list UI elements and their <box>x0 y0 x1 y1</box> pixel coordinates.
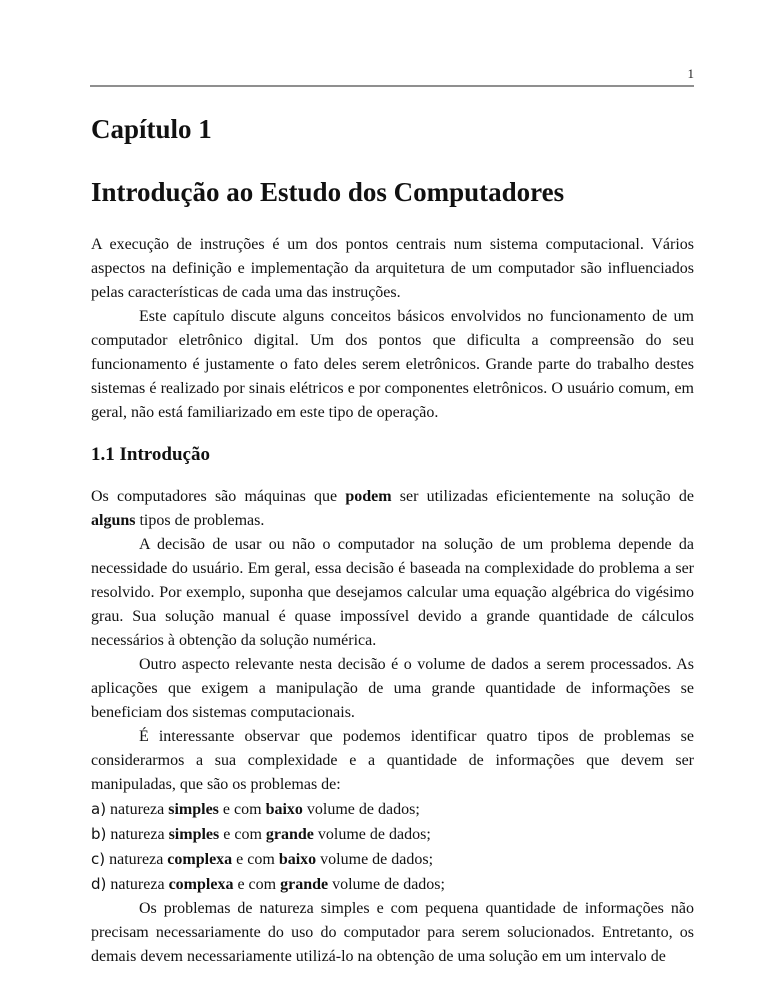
bold-term: baixo <box>265 801 303 818</box>
section-paragraph <box>91 485 694 533</box>
text-run: ser utilizadas eficientemente na solução de <box>391 488 694 505</box>
text-run: volume de dados; <box>328 876 445 893</box>
bold-term: complexa <box>168 876 234 893</box>
chapter-title: Introdução ao Estudo dos Computadores <box>91 177 565 207</box>
bold-term: grande <box>280 876 329 893</box>
text-run: natureza <box>106 826 169 843</box>
bold-term: complexa <box>167 851 233 868</box>
bold-term: podem <box>345 488 392 505</box>
page-number: 1 <box>687 66 694 81</box>
text-run: volume de dados; <box>316 851 434 868</box>
section-paragraph: Outro aspecto relevante nesta decisão é o volume de dados a serem processados. As aplicações que exigem a manipulação de uma grande quantidade de informações se beneficiam dos sistemas computacionais. <box>91 656 694 721</box>
list-item <box>91 872 694 897</box>
list-item <box>91 822 694 847</box>
intro-paragraph: Este capítulo discute alguns conceitos básicos envolvidos no funcionamento de um computador eletrônico digital. Um dos pontos que dificulta a compreensão do seu funcionamento é justamente o fato deles serem eletrônicos. Grande parte do trabalho destes sistemas é realizado por sinais elétricos e por componentes eletrônicos. O usuário comum, em geral, não está familiarizado em este tipo de operação. <box>91 308 694 421</box>
list-marker: b) <box>91 825 107 843</box>
chapter-label: Capítulo 1 <box>91 114 212 144</box>
text-run: Os computadores são máquinas que <box>91 488 346 505</box>
bold-term: simples <box>168 801 219 818</box>
section-text <box>91 485 694 969</box>
text-run: volume de dados; <box>313 826 431 843</box>
text-run: e com <box>232 851 279 868</box>
problem-list <box>91 797 694 897</box>
bold-term: baixo <box>278 851 317 868</box>
list-marker: d) <box>91 875 107 893</box>
text-run: natureza <box>106 801 169 818</box>
text-run: natureza <box>105 851 168 868</box>
text-run: e com <box>218 801 266 818</box>
text-run: natureza <box>106 876 169 893</box>
intro-paragraph: A execução de instruções é um dos pontos centrais num sistema computacional. Vários aspectos na definição e implementação da arquitetura de um computador são influenciados pelas características de cada uma das instruções. <box>91 236 694 301</box>
bold-term: simples <box>168 826 220 843</box>
text-run: e com <box>233 876 281 893</box>
section-paragraph: É interessante observar que podemos identificar quatro tipos de problemas se considerarmos a sua complexidade e a quantidade de informações que devem ser manipuladas, que são os problemas de: <box>91 728 694 793</box>
text-run: volume de dados; <box>302 801 420 818</box>
intro-text <box>91 233 694 425</box>
text-run: e com <box>219 826 266 843</box>
bold-term: grande <box>265 826 314 843</box>
section-paragraph: A decisão de usar ou não o computador na solução de um problema depende da necessidade do usuário. Em geral, essa decisão é baseada na complexidade do problema a ser resolvido. Por exemplo, suponha que desejamos calcular uma equação algébrica do vigésimo grau. Sua solução manual é quase impossível devido a grande quantidade de cálculos necessários à obtenção da solução numérica. <box>91 536 694 649</box>
list-marker: a) <box>91 800 107 818</box>
header-rule <box>90 85 694 87</box>
section-heading: 1.1 Introdução <box>91 444 210 465</box>
list-item <box>91 847 694 872</box>
bold-term: alguns <box>91 512 136 529</box>
list-marker: c) <box>91 850 106 868</box>
list-item <box>91 797 694 822</box>
section-paragraph: Os problemas de natureza simples e com pequena quantidade de informações não precisam necessariamente do uso do computador para serem solucionados. Entretanto, os demais devem necessariamente utilizá-lo na obtenção de uma solução em um intervalo de <box>91 900 694 965</box>
text-run: tipos de problemas. <box>135 512 265 529</box>
